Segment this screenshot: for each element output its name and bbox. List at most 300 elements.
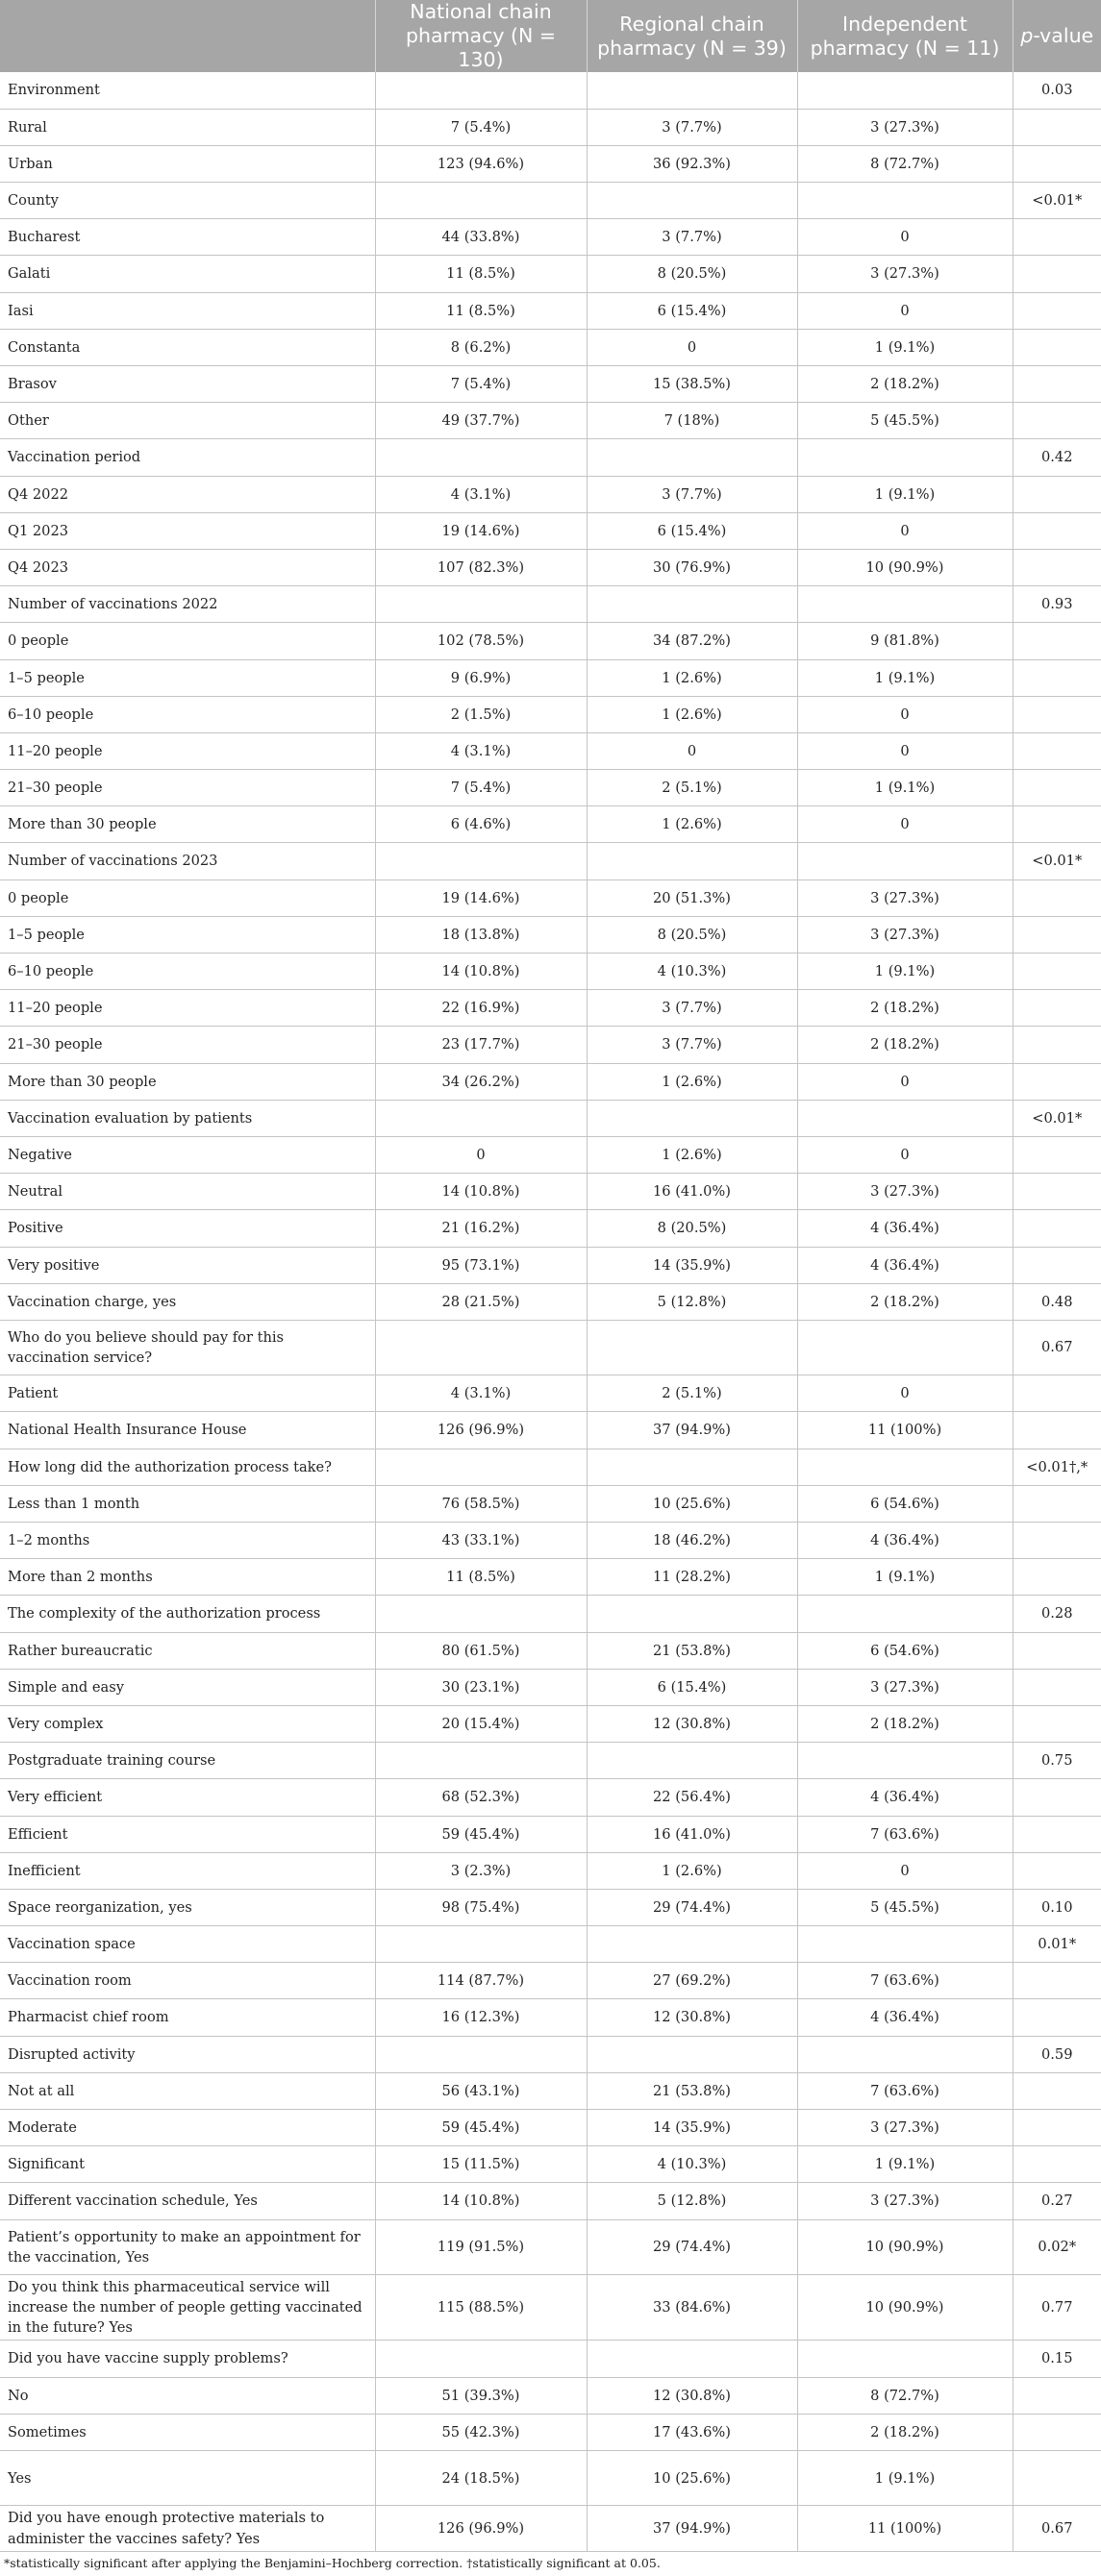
regional-chain-cell: 22 (56.4%): [587, 1779, 797, 1816]
p-value-cell: <0.01*: [1013, 843, 1101, 879]
p-value-cell: [1013, 954, 1101, 990]
variable-cell: Vaccination charge, yes: [0, 1283, 375, 1320]
regional-chain-cell: 8 (20.5%): [587, 916, 797, 953]
p-value-cell: [1013, 659, 1101, 696]
table-row: [0, 1449, 1101, 1485]
variable-cell: Did you have enough protective materials to administer the vaccines safety? Yes: [0, 2506, 375, 2551]
regional-chain-cell: 3 (7.7%): [587, 109, 797, 145]
variable-cell: Environment: [0, 72, 375, 109]
regional-chain-cell: 1 (2.6%): [587, 1852, 797, 1889]
national-chain-cell: 80 (61.5%): [375, 1632, 587, 1669]
variable-cell: Who do you believe should pay for this vaccination service?: [0, 1320, 375, 1375]
table-row: [0, 1485, 1101, 1522]
national-chain-cell: 49 (37.7%): [375, 403, 587, 439]
p-value-cell: [1013, 1523, 1101, 1559]
p-value-cell: 0.10: [1013, 1889, 1101, 1925]
national-chain-cell: [375, 1743, 587, 1779]
table-row: [0, 72, 1101, 109]
national-chain-cell: 7 (5.4%): [375, 366, 587, 403]
variable-cell: Disrupted activity: [0, 2036, 375, 2072]
regional-chain-cell: [587, 1449, 797, 1485]
regional-chain-cell: 16 (41.0%): [587, 1174, 797, 1210]
national-chain-cell: 14 (10.8%): [375, 954, 587, 990]
national-chain-cell: 15 (11.5%): [375, 2146, 587, 2183]
variable-cell: Vaccination period: [0, 439, 375, 476]
national-chain-cell: 21 (16.2%): [375, 1210, 587, 1247]
table-row: [0, 770, 1101, 806]
variable-cell: Patient: [0, 1375, 375, 1412]
table-row: [0, 2341, 1101, 2377]
p-value-cell: 0.67: [1013, 1320, 1101, 1375]
independent-cell: 3 (27.3%): [797, 879, 1013, 916]
p-value-cell: [1013, 2146, 1101, 2183]
p-value-cell: 0.93: [1013, 586, 1101, 623]
p-value-cell: [1013, 1136, 1101, 1173]
p-value-cell: [1013, 403, 1101, 439]
p-value-cell: [1013, 145, 1101, 182]
variable-cell: Neutral: [0, 1174, 375, 1210]
variable-cell: Number of vaccinations 2023: [0, 843, 375, 879]
variable-cell: 1–2 months: [0, 1523, 375, 1559]
national-chain-cell: 19 (14.6%): [375, 512, 587, 549]
regional-chain-cell: 0: [587, 732, 797, 769]
p-value-cell: [1013, 1485, 1101, 1522]
table-footnote: *statistically significant after applying the Benjamini–Hochberg correction. †statistically significant at 0.05.: [4, 2555, 661, 2570]
national-chain-cell: [375, 843, 587, 879]
national-chain-cell: 34 (26.2%): [375, 1063, 587, 1100]
p-value-cell: [1013, 1210, 1101, 1247]
independent-cell: 7 (63.6%): [797, 2072, 1013, 2109]
national-chain-cell: 68 (52.3%): [375, 1779, 587, 1816]
national-chain-cell: 24 (18.5%): [375, 2451, 587, 2506]
national-chain-cell: 43 (33.1%): [375, 1523, 587, 1559]
table-row: [0, 1136, 1101, 1173]
p-value-cell: 0.59: [1013, 2036, 1101, 2072]
regional-chain-cell: 4 (10.3%): [587, 2146, 797, 2183]
independent-cell: 8 (72.7%): [797, 2377, 1013, 2414]
independent-cell: [797, 2341, 1013, 2377]
national-chain-cell: 114 (87.7%): [375, 1963, 587, 1999]
national-chain-cell: 22 (16.9%): [375, 990, 587, 1027]
table-row: [0, 879, 1101, 916]
regional-chain-cell: 36 (92.3%): [587, 145, 797, 182]
independent-cell: 1 (9.1%): [797, 2451, 1013, 2506]
variable-cell: Q1 2023: [0, 512, 375, 549]
regional-chain-cell: 20 (51.3%): [587, 879, 797, 916]
variable-cell: 0 people: [0, 623, 375, 659]
p-value-cell: <0.01†,*: [1013, 1449, 1101, 1485]
table-row: [0, 1743, 1101, 1779]
regional-chain-cell: 10 (25.6%): [587, 2451, 797, 2506]
variable-cell: Urban: [0, 145, 375, 182]
regional-chain-cell: [587, 439, 797, 476]
variable-cell: Did you have vaccine supply problems?: [0, 2341, 375, 2377]
p-value-cell: [1013, 1632, 1101, 1669]
regional-chain-cell: 3 (7.7%): [587, 990, 797, 1027]
variable-cell: Yes: [0, 2451, 375, 2506]
independent-cell: 3 (27.3%): [797, 109, 1013, 145]
national-chain-cell: 11 (8.5%): [375, 256, 587, 292]
regional-chain-cell: 30 (76.9%): [587, 549, 797, 585]
independent-cell: 3 (27.3%): [797, 916, 1013, 953]
national-chain-cell: 14 (10.8%): [375, 1174, 587, 1210]
p-value-cell: 0.77: [1013, 2274, 1101, 2340]
national-chain-cell: 30 (23.1%): [375, 1669, 587, 1705]
p-value-cell: [1013, 916, 1101, 953]
national-chain-cell: 2 (1.5%): [375, 696, 587, 732]
table-row: [0, 1596, 1101, 1632]
independent-cell: 2 (18.2%): [797, 366, 1013, 403]
table-row: [0, 1247, 1101, 1283]
table-row: [0, 1210, 1101, 1247]
p-value-cell: [1013, 2414, 1101, 2450]
table-row: [0, 916, 1101, 953]
national-chain-cell: 11 (8.5%): [375, 1559, 587, 1596]
variable-cell: Brasov: [0, 366, 375, 403]
independent-cell: 10 (90.9%): [797, 2274, 1013, 2340]
variable-cell: Iasi: [0, 292, 375, 329]
variable-cell: 6–10 people: [0, 954, 375, 990]
variable-cell: Vaccination room: [0, 1963, 375, 1999]
variable-cell: County: [0, 183, 375, 219]
p-value-cell: 0.27: [1013, 2183, 1101, 2219]
regional-chain-cell: 1 (2.6%): [587, 1063, 797, 1100]
regional-chain-cell: 15 (38.5%): [587, 366, 797, 403]
independent-cell: 1 (9.1%): [797, 659, 1013, 696]
regional-chain-cell: 1 (2.6%): [587, 696, 797, 732]
p-value-cell: [1013, 2451, 1101, 2506]
table-body: [0, 72, 1101, 2551]
table-row: [0, 1375, 1101, 1412]
p-value-cell: 0.28: [1013, 1596, 1101, 1632]
table-row: [0, 1999, 1101, 2036]
table-header: [0, 0, 1101, 72]
table-row: [0, 1963, 1101, 1999]
regional-chain-cell: 4 (10.3%): [587, 954, 797, 990]
table-row: [0, 2274, 1101, 2340]
p-value-cell: [1013, 512, 1101, 549]
variable-cell: Efficient: [0, 1816, 375, 1852]
p-value-cell: [1013, 1559, 1101, 1596]
variable-cell: Rather bureaucratic: [0, 1632, 375, 1669]
independent-cell: [797, 183, 1013, 219]
national-chain-cell: 115 (88.5%): [375, 2274, 587, 2340]
table-row: [0, 1669, 1101, 1705]
p-value-cell: [1013, 219, 1101, 256]
table-row: [0, 109, 1101, 145]
variable-cell: No: [0, 2377, 375, 2414]
regional-chain-cell: 37 (94.9%): [587, 1412, 797, 1449]
independent-cell: 2 (18.2%): [797, 1027, 1013, 1063]
table-row: [0, 1779, 1101, 1816]
variable-cell: Very efficient: [0, 1779, 375, 1816]
national-chain-cell: 95 (73.1%): [375, 1247, 587, 1283]
regional-chain-cell: 12 (30.8%): [587, 1999, 797, 2036]
regional-chain-cell: [587, 586, 797, 623]
independent-cell: 0: [797, 1063, 1013, 1100]
variable-cell: Do you think this pharmaceutical service will increase the number of people getting vaccinated in the future? Yes: [0, 2274, 375, 2340]
regional-chain-cell: 3 (7.7%): [587, 1027, 797, 1063]
national-chain-cell: 23 (17.7%): [375, 1027, 587, 1063]
p-value-cell: [1013, 1027, 1101, 1063]
table-row: [0, 696, 1101, 732]
p-value-cell: [1013, 770, 1101, 806]
table-row: [0, 1174, 1101, 1210]
regional-chain-cell: [587, 1743, 797, 1779]
variable-cell: More than 2 months: [0, 1559, 375, 1596]
p-value-cell: 0.67: [1013, 2506, 1101, 2551]
regional-chain-cell: [587, 2341, 797, 2377]
independent-cell: 4 (36.4%): [797, 1999, 1013, 2036]
p-value-cell: [1013, 549, 1101, 585]
regional-chain-cell: [587, 72, 797, 109]
national-chain-cell: 4 (3.1%): [375, 1375, 587, 1412]
p-value-cell: [1013, 2072, 1101, 2109]
variable-cell: Moderate: [0, 2110, 375, 2146]
variable-cell: Q4 2022: [0, 476, 375, 512]
regional-chain-cell: 1 (2.6%): [587, 1136, 797, 1173]
independent-cell: [797, 1926, 1013, 1963]
p-value-cell: [1013, 990, 1101, 1027]
independent-cell: 1 (9.1%): [797, 1559, 1013, 1596]
p-value-cell: [1013, 256, 1101, 292]
national-chain-cell: 56 (43.1%): [375, 2072, 587, 2109]
independent-cell: 7 (63.6%): [797, 1963, 1013, 1999]
regional-chain-cell: 2 (5.1%): [587, 770, 797, 806]
regional-chain-cell: 6 (15.4%): [587, 292, 797, 329]
independent-cell: 2 (18.2%): [797, 1283, 1013, 1320]
independent-cell: 0: [797, 1136, 1013, 1173]
regional-chain-cell: 18 (46.2%): [587, 1523, 797, 1559]
independent-cell: [797, 1596, 1013, 1632]
variable-cell: How long did the authorization process take?: [0, 1449, 375, 1485]
variable-cell: Different vaccination schedule, Yes: [0, 2183, 375, 2219]
p-value-cell: [1013, 109, 1101, 145]
table-row: [0, 292, 1101, 329]
independent-cell: 4 (36.4%): [797, 1779, 1013, 1816]
table-row: [0, 2146, 1101, 2183]
regional-chain-cell: 3 (7.7%): [587, 476, 797, 512]
p-value-cell: 0.15: [1013, 2341, 1101, 2377]
table-row: [0, 2451, 1101, 2506]
table-row: [0, 1816, 1101, 1852]
header-p-letter: p: [1020, 24, 1034, 47]
independent-cell: 11 (100%): [797, 2506, 1013, 2551]
table-row: [0, 549, 1101, 585]
independent-cell: [797, 72, 1013, 109]
regional-chain-cell: 14 (35.9%): [587, 1247, 797, 1283]
table-row: [0, 2414, 1101, 2450]
regional-chain-cell: [587, 1100, 797, 1136]
regional-chain-cell: 6 (15.4%): [587, 512, 797, 549]
table-row: [0, 659, 1101, 696]
national-chain-cell: 76 (58.5%): [375, 1485, 587, 1522]
independent-cell: [797, 843, 1013, 879]
national-chain-cell: 44 (33.8%): [375, 219, 587, 256]
independent-cell: 1 (9.1%): [797, 2146, 1013, 2183]
variable-cell: Sometimes: [0, 2414, 375, 2450]
regional-chain-cell: 29 (74.4%): [587, 1889, 797, 1925]
regional-chain-cell: 6 (15.4%): [587, 1669, 797, 1705]
p-value-cell: [1013, 1705, 1101, 1742]
table-row: [0, 329, 1101, 365]
national-chain-cell: 51 (39.3%): [375, 2377, 587, 2414]
variable-cell: Significant: [0, 2146, 375, 2183]
variable-cell: Q4 2023: [0, 549, 375, 585]
table-row: [0, 145, 1101, 182]
independent-cell: 8 (72.7%): [797, 145, 1013, 182]
p-value-cell: [1013, 292, 1101, 329]
table-row: [0, 1889, 1101, 1925]
national-chain-cell: 19 (14.6%): [375, 879, 587, 916]
p-value-cell: [1013, 1779, 1101, 1816]
regional-chain-cell: 12 (30.8%): [587, 2377, 797, 2414]
header-regional-chain: Regional chain pharmacy (N = 39): [587, 0, 797, 72]
table-row: [0, 256, 1101, 292]
independent-cell: 5 (45.5%): [797, 1889, 1013, 1925]
independent-cell: 3 (27.3%): [797, 1174, 1013, 1210]
national-chain-cell: [375, 183, 587, 219]
table-row: [0, 1559, 1101, 1596]
p-value-cell: [1013, 329, 1101, 365]
p-value-cell: [1013, 476, 1101, 512]
p-value-cell: [1013, 1174, 1101, 1210]
table-row: [0, 2072, 1101, 2109]
table-row: [0, 366, 1101, 403]
national-chain-cell: 28 (21.5%): [375, 1283, 587, 1320]
variable-cell: Postgraduate training course: [0, 1743, 375, 1779]
national-chain-cell: 59 (45.4%): [375, 2110, 587, 2146]
independent-cell: 0: [797, 696, 1013, 732]
independent-cell: 0: [797, 732, 1013, 769]
regional-chain-cell: 5 (12.8%): [587, 2183, 797, 2219]
table-row: [0, 2377, 1101, 2414]
table-row: [0, 1412, 1101, 1449]
independent-cell: 10 (90.9%): [797, 2219, 1013, 2274]
p-value-cell: [1013, 2110, 1101, 2146]
national-chain-cell: 102 (78.5%): [375, 623, 587, 659]
regional-chain-cell: 8 (20.5%): [587, 1210, 797, 1247]
independent-cell: 4 (36.4%): [797, 1523, 1013, 1559]
header-p-value: [1013, 0, 1101, 72]
header-national-chain: National chain pharmacy (N = 130): [375, 0, 587, 72]
national-chain-cell: [375, 72, 587, 109]
regional-chain-cell: 14 (35.9%): [587, 2110, 797, 2146]
variable-cell: Constanta: [0, 329, 375, 365]
variable-cell: 11–20 people: [0, 732, 375, 769]
national-chain-cell: 16 (12.3%): [375, 1999, 587, 2036]
regional-chain-cell: 21 (53.8%): [587, 2072, 797, 2109]
national-chain-cell: [375, 1320, 587, 1375]
p-value-cell: [1013, 1669, 1101, 1705]
p-value-cell: [1013, 696, 1101, 732]
national-chain-cell: 126 (96.9%): [375, 1412, 587, 1449]
p-value-cell: [1013, 623, 1101, 659]
table-row: [0, 843, 1101, 879]
variable-cell: Rural: [0, 109, 375, 145]
table-row: [0, 2110, 1101, 2146]
regional-chain-cell: 37 (94.9%): [587, 2506, 797, 2551]
table-row: [0, 476, 1101, 512]
p-value-cell: [1013, 1247, 1101, 1283]
variable-cell: Very positive: [0, 1247, 375, 1283]
independent-cell: 2 (18.2%): [797, 1705, 1013, 1742]
p-value-cell: [1013, 1852, 1101, 1889]
independent-cell: [797, 2036, 1013, 2072]
regional-chain-cell: [587, 1596, 797, 1632]
table-row: [0, 806, 1101, 843]
regional-chain-cell: 12 (30.8%): [587, 1705, 797, 1742]
p-value-cell: [1013, 2377, 1101, 2414]
p-value-cell: 0.02*: [1013, 2219, 1101, 2274]
regional-chain-cell: 0: [587, 329, 797, 365]
independent-cell: 1 (9.1%): [797, 954, 1013, 990]
national-chain-cell: 0: [375, 1136, 587, 1173]
header-p-suffix: -value: [1033, 24, 1094, 47]
variable-cell: 11–20 people: [0, 990, 375, 1027]
independent-cell: [797, 586, 1013, 623]
variable-cell: More than 30 people: [0, 1063, 375, 1100]
independent-cell: 1 (9.1%): [797, 770, 1013, 806]
table-row: [0, 586, 1101, 623]
independent-cell: 4 (36.4%): [797, 1210, 1013, 1247]
independent-cell: [797, 1743, 1013, 1779]
national-chain-cell: [375, 1926, 587, 1963]
p-value-cell: <0.01*: [1013, 1100, 1101, 1136]
table-row: [0, 1523, 1101, 1559]
p-value-cell: [1013, 806, 1101, 843]
independent-cell: 3 (27.3%): [797, 256, 1013, 292]
independent-cell: 0: [797, 806, 1013, 843]
national-chain-cell: [375, 586, 587, 623]
national-chain-cell: 123 (94.6%): [375, 145, 587, 182]
table-row: [0, 1926, 1101, 1963]
independent-cell: 9 (81.8%): [797, 623, 1013, 659]
p-value-cell: 0.01*: [1013, 1926, 1101, 1963]
p-value-cell: 0.48: [1013, 1283, 1101, 1320]
regional-chain-cell: 5 (12.8%): [587, 1283, 797, 1320]
p-value-cell: [1013, 1999, 1101, 2036]
national-chain-cell: 7 (5.4%): [375, 770, 587, 806]
table-row: [0, 2183, 1101, 2219]
national-chain-cell: [375, 1596, 587, 1632]
variable-cell: Pharmacist chief room: [0, 1999, 375, 2036]
independent-cell: 0: [797, 219, 1013, 256]
table-row: [0, 623, 1101, 659]
national-chain-cell: 4 (3.1%): [375, 476, 587, 512]
regional-chain-cell: 21 (53.8%): [587, 1632, 797, 1669]
regional-chain-cell: [587, 1320, 797, 1375]
regional-chain-cell: 10 (25.6%): [587, 1485, 797, 1522]
regional-chain-cell: 16 (41.0%): [587, 1816, 797, 1852]
independent-cell: 4 (36.4%): [797, 1247, 1013, 1283]
variable-cell: 1–5 people: [0, 659, 375, 696]
table-row: [0, 990, 1101, 1027]
national-chain-cell: 7 (5.4%): [375, 109, 587, 145]
independent-cell: [797, 1449, 1013, 1485]
national-chain-cell: [375, 1100, 587, 1136]
p-value-cell: <0.01*: [1013, 183, 1101, 219]
variable-cell: Inefficient: [0, 1852, 375, 1889]
table-row: [0, 1320, 1101, 1375]
p-value-cell: [1013, 1063, 1101, 1100]
p-value-cell: [1013, 366, 1101, 403]
independent-cell: 3 (27.3%): [797, 1669, 1013, 1705]
table-row: [0, 403, 1101, 439]
table-row: [0, 183, 1101, 219]
variable-cell: Patient’s opportunity to make an appointment for the vaccination, Yes: [0, 2219, 375, 2274]
regional-chain-cell: 29 (74.4%): [587, 2219, 797, 2274]
